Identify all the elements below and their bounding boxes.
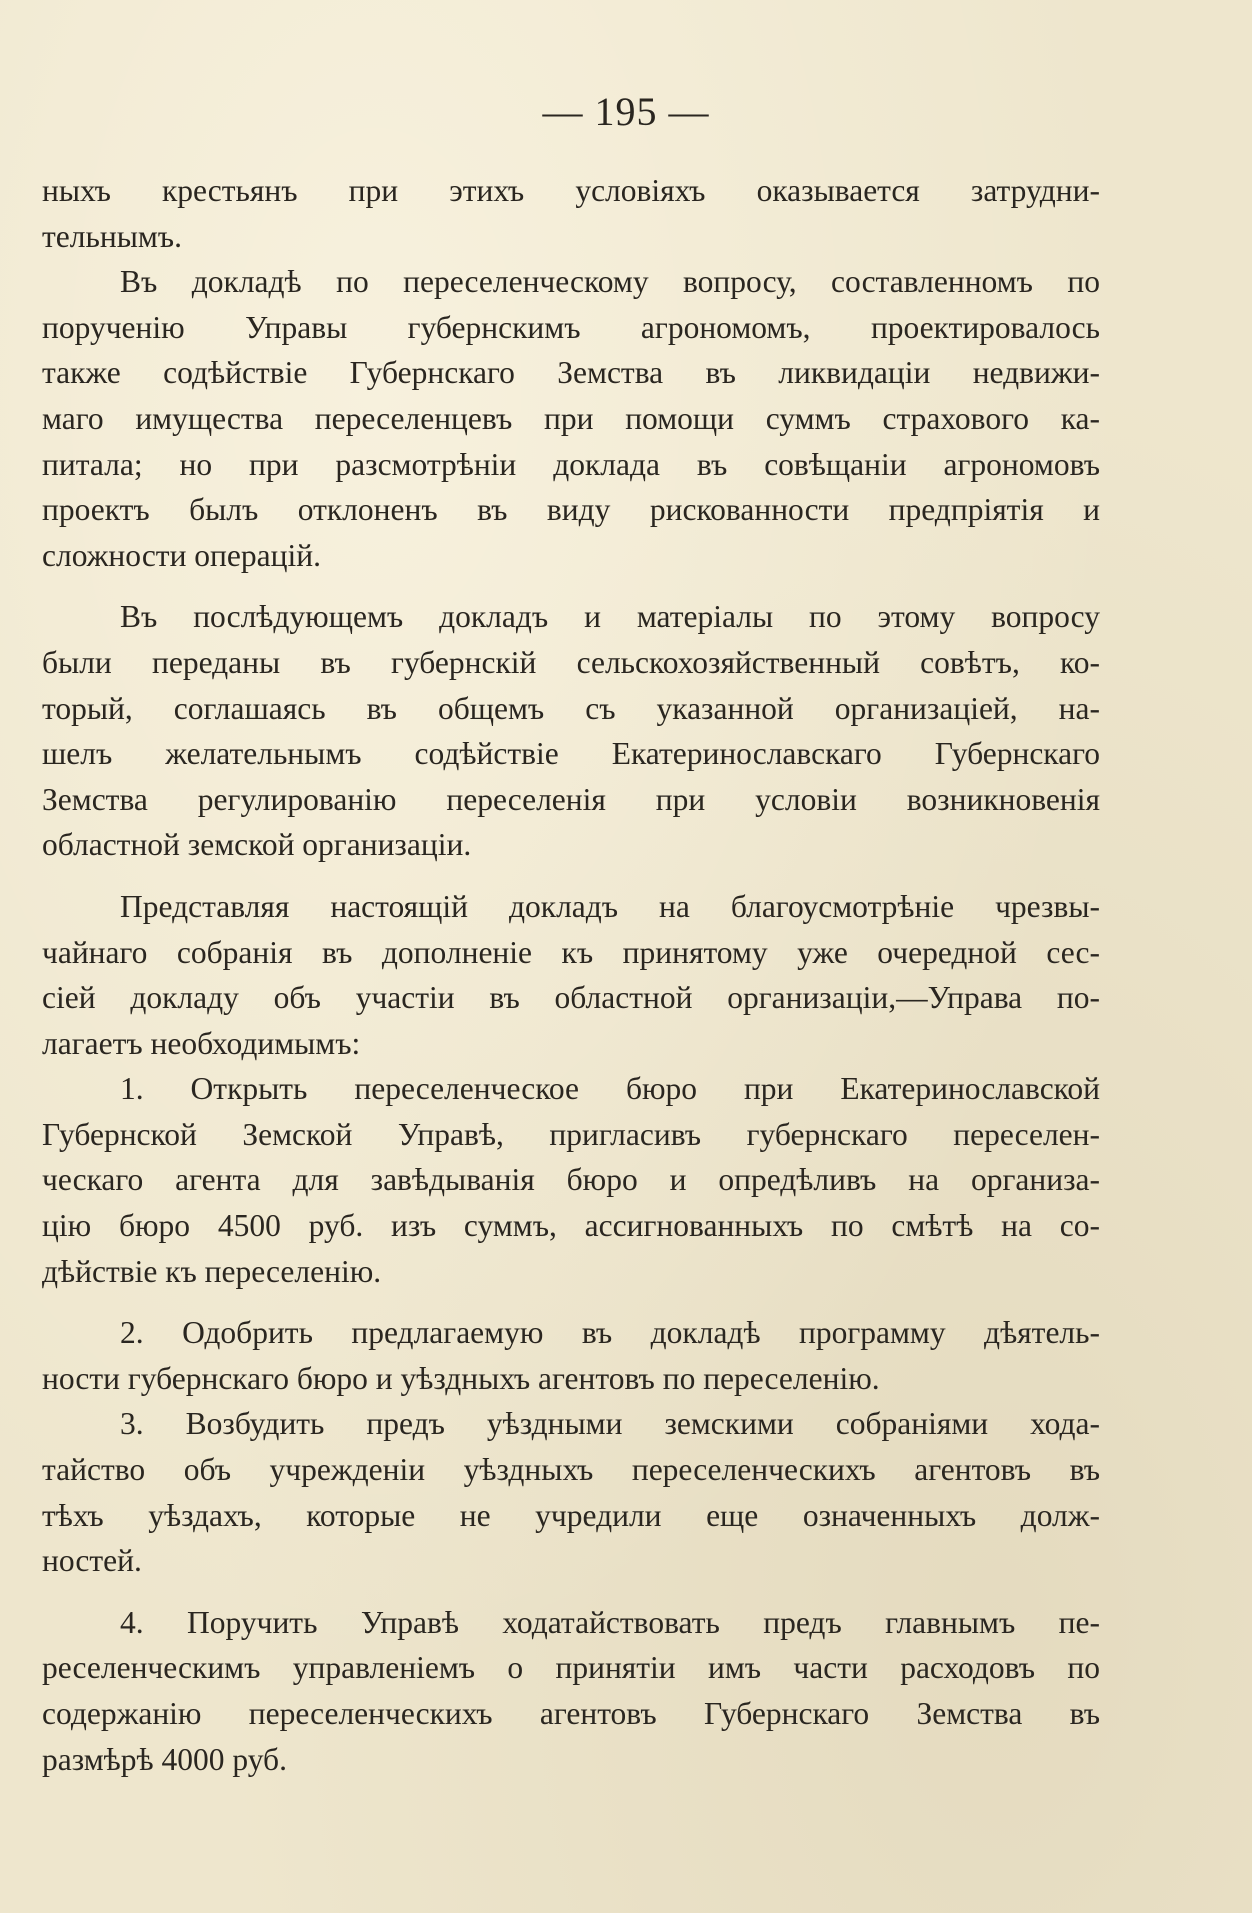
text-line: реселенческимъ управленіемъ о принятіи имъ части расходовъ по <box>42 1650 1100 1686</box>
text-line: 4. Поручить Управѣ ходатайствовать предъ главнымъ пе- <box>120 1604 1100 1640</box>
paragraph <box>42 884 1100 1066</box>
paragraph-gap <box>42 1584 1100 1600</box>
body-text <box>42 168 1100 1782</box>
paragraph <box>42 168 1100 259</box>
paragraph <box>42 1066 1100 1294</box>
text-line: 3. Возбудить предъ уѣздными земскими собраніями хода- <box>120 1406 1100 1442</box>
text-line: также содѣйствіе Губернскаго Земства въ ликвидаціи недвижи- <box>42 355 1100 391</box>
text-line: шелъ желательнымъ содѣйствіе Екатеринославскаго Губернскаго <box>42 736 1100 772</box>
text-line: Представляя настоящій докладъ на благоусмотрѣніе чрезвы- <box>120 888 1100 924</box>
paragraph-gap <box>42 1294 1100 1310</box>
text-line: ностей. <box>42 1543 142 1579</box>
text-line: тайство объ учрежденіи уѣздныхъ переселенческихъ агентовъ въ <box>42 1452 1100 1488</box>
text-line: 1. Открыть переселенческое бюро при Екатеринославской <box>120 1071 1100 1107</box>
paragraph <box>42 1310 1100 1401</box>
text-line: торый, соглашаясь въ общемъ съ указанной организаціей, на- <box>42 690 1100 726</box>
text-line: ныхъ крестьянъ при этихъ условіяхъ оказывается затрудни- <box>42 173 1100 208</box>
paragraph-gap <box>42 578 1100 594</box>
text-line: Въ докладѣ по переселенческому вопросу, составленномъ по <box>120 264 1100 300</box>
text-line: областной земской организаціи. <box>42 827 472 863</box>
text-line: порученію Управы губернскимъ агрономомъ, проектировалось <box>42 309 1100 345</box>
paragraph <box>42 1600 1100 1782</box>
text-line: лагаетъ необходимымъ: <box>42 1025 361 1061</box>
text-line: тѣхъ уѣздахъ, которые не учредили еще означенныхъ долж- <box>42 1497 1100 1533</box>
page-number: — 195 — <box>542 89 710 134</box>
text-line: Земства регулированію переселенія при условіи возникновенія <box>42 781 1100 817</box>
text-line: чайнаго собранія въ дополненіе къ принятому уже очередной сес- <box>42 934 1100 970</box>
text-line: содержанію переселенческихъ агентовъ Губернскаго Земства въ <box>42 1696 1100 1731</box>
text-line: дѣйствіе къ переселенію. <box>42 1253 382 1289</box>
text-line: 2. Одобрить предлагаемую въ докладѣ программу дѣятель- <box>120 1315 1100 1351</box>
text-line: ности губернскаго бюро и уѣздныхъ агентовъ по переселенію. <box>42 1360 880 1396</box>
text-line: ческаго агента для завѣдыванія бюро и опредѣливъ на организа- <box>42 1162 1100 1198</box>
text-line: сіей докладу объ участіи въ областной организаціи,—Управа по- <box>42 980 1100 1016</box>
text-line: сложности операцій. <box>42 537 321 573</box>
paragraph <box>42 259 1100 578</box>
paragraph-gap <box>42 868 1100 884</box>
paragraph <box>42 594 1100 868</box>
text-line: Губернской Земской Управѣ, пригласивъ губернскаго переселен- <box>42 1116 1100 1152</box>
text-line: питала; но при разсмотрѣніи доклада въ совѣщаніи агрономовъ <box>42 446 1100 482</box>
text-line: маго имущества переселенцевъ при помощи суммъ страхового ка- <box>42 400 1100 436</box>
text-line: проектъ былъ отклоненъ въ виду рискованности предпріятія и <box>42 492 1100 528</box>
text-line: тельнымъ. <box>42 218 182 254</box>
text-line: размѣрѣ 4000 руб. <box>42 1741 287 1777</box>
text-line: Въ послѣдующемъ докладъ и матеріалы по этому вопросу <box>120 599 1100 635</box>
text-line: были переданы въ губернскій сельскохозяйственный совѣтъ, ко- <box>42 644 1100 680</box>
text-line: цію бюро 4500 руб. изъ суммъ, ассигнованныхъ по смѣтѣ на со- <box>42 1208 1100 1244</box>
paragraph <box>42 1401 1100 1583</box>
